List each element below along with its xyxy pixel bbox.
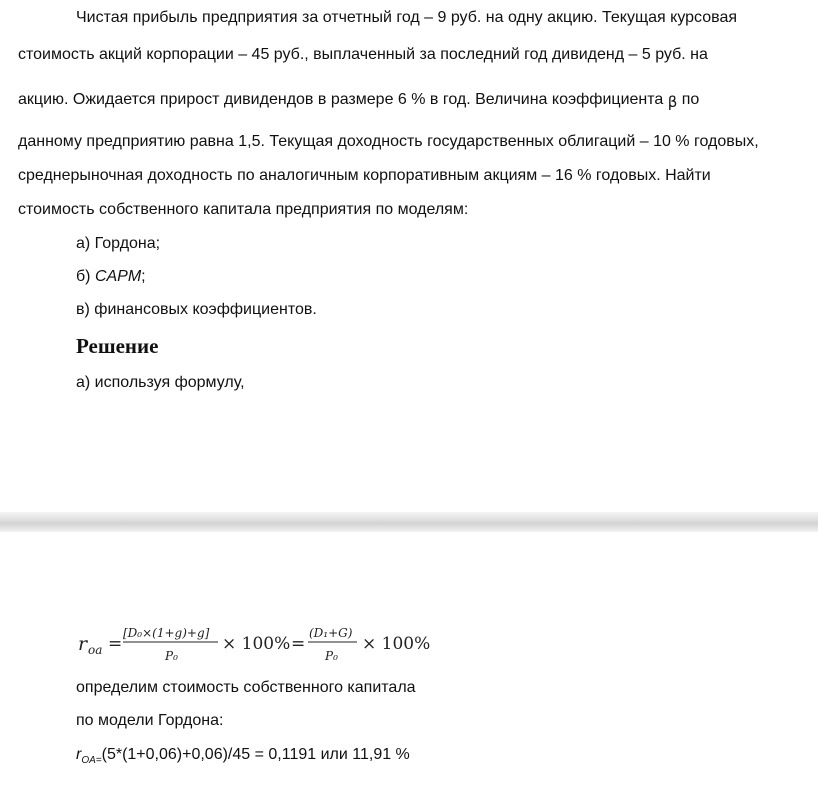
item-capm-prefix: б) xyxy=(76,268,95,285)
formula-r: r xyxy=(78,633,88,655)
problem-line-1: Чистая прибыль предприятия за отчетный год – 9 руб. на одну акцию. Текущая курсовая xyxy=(76,9,737,26)
formula-times-2: × 100% xyxy=(362,634,431,654)
frac1-denominator: P₀ xyxy=(165,649,178,663)
item-gordon: а) Гордона; xyxy=(76,235,161,252)
page-break-divider xyxy=(0,512,818,532)
problem-line-5: среднерыночная доходность по аналогичным корпоративным акциям – 16 % годовых. Найти xyxy=(18,167,711,184)
item-capm-model: CAPM xyxy=(94,268,142,285)
frac1-numerator: [D₀×(1+g)+g] xyxy=(123,626,210,640)
item-capm-suffix: ; xyxy=(141,268,146,285)
formula-times-1: × 100% xyxy=(222,634,291,654)
formula-equals-2: = xyxy=(291,634,306,654)
item-financial-ratios: в) финансовых коэффициентов. xyxy=(76,301,317,318)
problem-line-2: стоимость акций корпорации – 45 руб., выплаченный за последний год дивиденд – 5 руб. на xyxy=(18,46,708,63)
result-expression: (5*(1+0,06)+0,06)/45 = 0,1191 или 11,91 % xyxy=(101,746,410,763)
solution-text-1: определим стоимость собственного капитала xyxy=(76,679,416,696)
gordon-result xyxy=(76,746,410,766)
solution-heading: Решение xyxy=(76,334,159,358)
formula-r-sub: oa xyxy=(88,643,103,657)
problem-line-3-end: по xyxy=(681,91,700,108)
result-r-sub: OA= xyxy=(81,755,102,767)
solution-text-2: по модели Гордона: xyxy=(76,712,224,729)
problem-line-6: стоимость собственного капитала предприятия по моделям: xyxy=(18,201,469,218)
frac2-denominator: P₀ xyxy=(325,649,338,663)
problem-line-3-text: акцию. Ожидается прирост дивидендов в размере 6 % в год. Величина коэффициента xyxy=(18,91,664,108)
item-capm xyxy=(76,268,146,286)
gordon-formula xyxy=(76,620,436,666)
beta-symbol: β xyxy=(667,93,678,111)
solution-step-a: а) используя формулу, xyxy=(76,374,245,391)
formula-equals: = xyxy=(108,634,123,654)
result-r: r xyxy=(76,746,82,763)
frac2-numerator: (D₁+G) xyxy=(309,626,353,640)
problem-line-4: данному предприятию равна 1,5. Текущая доходность государственных облигаций – 10 % годовых, xyxy=(18,133,759,150)
problem-line-3 xyxy=(18,90,699,109)
